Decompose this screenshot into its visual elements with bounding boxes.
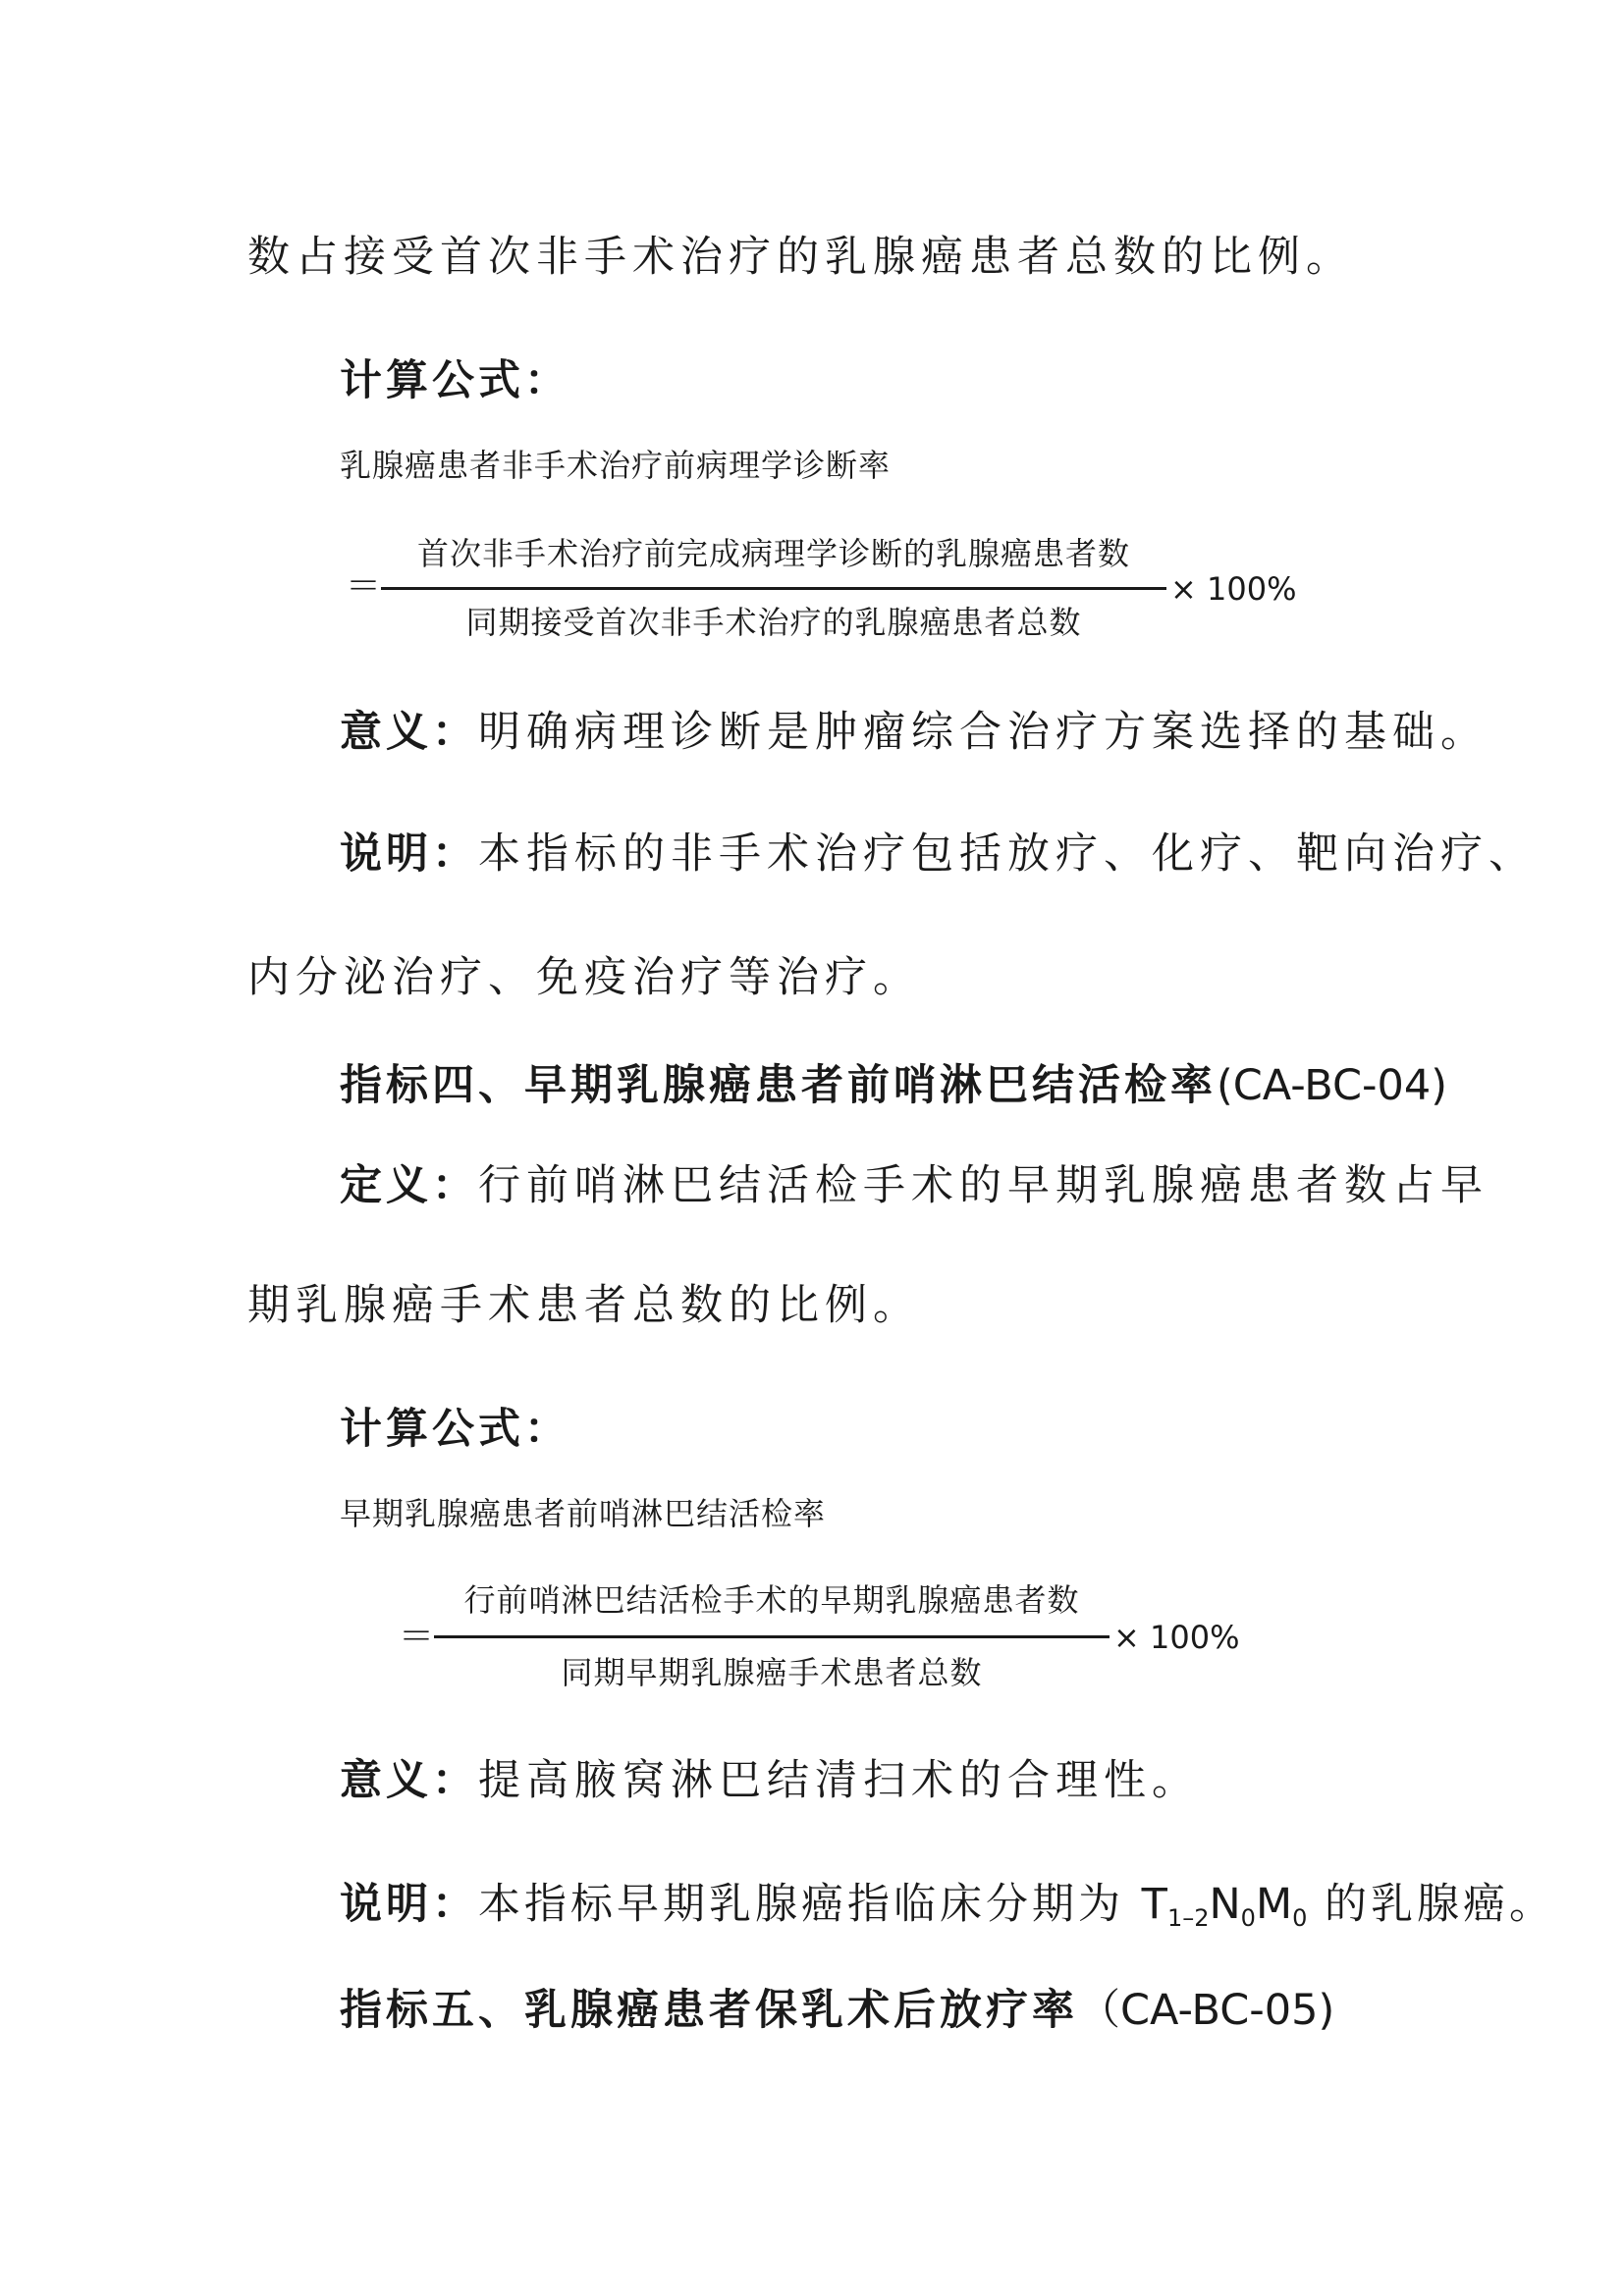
- section-heading: [340, 1983, 1334, 2038]
- stage-M: M: [1255, 1880, 1293, 1929]
- stage-T-sub: 1–2: [1166, 1904, 1210, 1932]
- formula-denominator: 同期接受首次非手术治疗的乳腺癌患者总数: [465, 604, 1082, 641]
- definition-label: 定义：: [340, 1161, 478, 1210]
- note-label: 说明：: [340, 829, 478, 879]
- meaning-paragraph: [340, 1753, 1200, 1808]
- meaning-paragraph: [340, 705, 1489, 760]
- heading-text: 指标四、早期乳腺癌患者前哨淋巴结活检率: [340, 1061, 1217, 1110]
- formula-multiplier: × 100%: [1113, 1619, 1240, 1656]
- fraction-bar: [381, 587, 1166, 590]
- note-continuation: 内分泌治疗、免疫治疗等治疗。: [247, 953, 921, 1002]
- formula-denominator: 同期早期乳腺癌手术患者总数: [561, 1654, 983, 1691]
- section-heading: [340, 1058, 1447, 1113]
- stage-N-sub: 0: [1240, 1904, 1256, 1932]
- formula-multiplier: × 100%: [1170, 570, 1297, 608]
- formula-lhs: 乳腺癌患者非手术治疗前病理学诊断率: [340, 447, 892, 484]
- meaning-label: 意义：: [340, 1756, 478, 1805]
- stage-N: N: [1209, 1880, 1241, 1929]
- definition-text: 行前哨淋巴结活检手术的早期乳腺癌患者数占早: [478, 1161, 1489, 1210]
- note-text-end: 的乳腺癌。: [1307, 1880, 1556, 1929]
- note-text: 本指标早期乳腺癌指临床分期为: [478, 1880, 1142, 1929]
- note-paragraph: [340, 827, 1537, 881]
- stage-M-sub: 0: [1292, 1904, 1308, 1932]
- formula-equals: ＝: [399, 1617, 435, 1657]
- heading-code: （CA-BC-05): [1078, 1986, 1335, 2035]
- formula-numerator: 行前哨淋巴结活检手术的早期乳腺癌患者数: [463, 1581, 1080, 1619]
- meaning-label: 意义：: [340, 708, 478, 757]
- formula-label: 计算公式：: [340, 1405, 570, 1454]
- heading-text: 指标五、乳腺癌患者保乳术后放疗率: [340, 1986, 1078, 2035]
- meaning-text: 明确病理诊断是肿瘤综合治疗方案选择的基础。: [478, 708, 1489, 757]
- meaning-text: 提高腋窝淋巴结清扫术的合理性。: [478, 1756, 1200, 1805]
- formula-lhs: 早期乳腺癌患者前哨淋巴结活检率: [340, 1495, 827, 1532]
- definition-paragraph: [340, 1158, 1489, 1213]
- fraction-bar: [434, 1635, 1110, 1638]
- formula-label: 计算公式：: [340, 356, 570, 405]
- definition-continuation: 期乳腺癌手术患者总数的比例。: [247, 1281, 921, 1330]
- note-paragraph: [340, 1877, 1555, 1946]
- formula-numerator: 首次非手术治疗前完成病理学诊断的乳腺癌患者数: [416, 535, 1130, 572]
- stage-T: T: [1141, 1880, 1167, 1929]
- definition-continuation: 数占接受首次非手术治疗的乳腺癌患者总数的比例。: [247, 233, 1354, 282]
- heading-code: (CA-BC-04): [1217, 1061, 1448, 1110]
- formula-equals: ＝: [346, 566, 382, 607]
- note-text: 本指标的非手术治疗包括放疗、化疗、靶向治疗、: [478, 829, 1537, 879]
- note-label: 说明：: [340, 1880, 478, 1929]
